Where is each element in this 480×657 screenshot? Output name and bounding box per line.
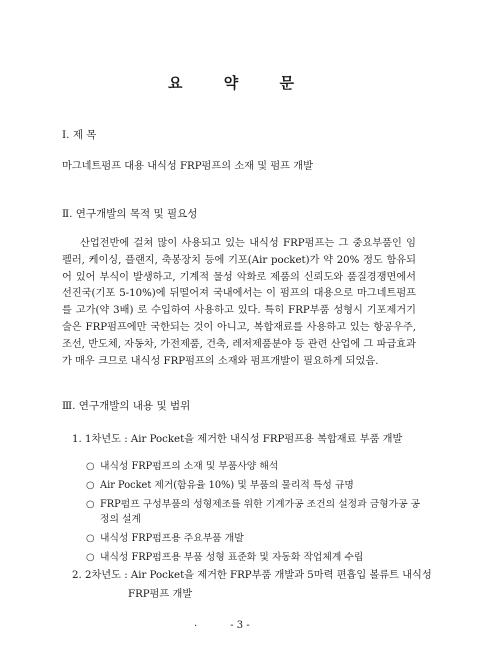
circle-bullet-icon: ○ — [86, 499, 95, 510]
year2-label-cont: FRP펌프 개발 — [128, 589, 193, 600]
list-item — [86, 550, 426, 565]
list-item — [86, 478, 426, 493]
section1-text: 마그네트펌프 대용 내식성 FRP펌프의 소재 및 펌프 개발 — [62, 161, 313, 172]
footer-dot: . — [194, 618, 198, 629]
circle-bullet-icon: ○ — [86, 480, 95, 491]
list-item-text: Air Pocket 제거(함유율 10%) 및 부품의 물리적 특성 규명 — [100, 480, 354, 491]
list-item — [86, 531, 426, 546]
circle-bullet-icon: ○ — [86, 461, 95, 472]
year1-list — [86, 459, 426, 569]
year1-label: 1. 1차년도 : Air Pocket을 제거한 내식성 FRP펌프용 복합재료 부품 개발 — [72, 434, 403, 445]
section2-heading: Ⅱ. 연구개발의 목적 및 필요성 — [62, 208, 198, 220]
list-item-text: 내식성 FRP펌프용 주요부품 개발 — [100, 533, 244, 544]
page-number: - 3 - — [230, 620, 250, 631]
section2-paragraph: 산업전반에 걸쳐 많이 사용되고 있는 내식성 FRP펌프는 그 중요부품인 임펠러, 케이싱, 플랜지, 축봉장치 등에 기포(Air pocket)가 약 20% 정도 함유되어 있어 부식이 발생하고, 기계적 물성 악화로 제품의 신뢰도와 품질경쟁면에서 선진국(기포 5-10%)에 뒤떨어져 국내에서는 이 펌프의 대용으로 마그네트펌프를 고가(약 3배) 로 수입하여 사용하고 있다. 특히 FRP부품 성형시 기포제거기술은 FRP펌프에만 국한되는 것이 아니고, 복합재료를 사용하고 있는 항공우주, 조선, 반도체, 자동차, 가전제품, 건축, 레저제품분야 등 관련 산업에 그 파급효과가 매우 크므로 내식성 FRP펌프의 소재와 펌프개발이 필요하게 되었음. — [62, 238, 416, 367]
circle-bullet-icon: ○ — [86, 533, 95, 544]
page-title: 요 약 문 — [168, 74, 312, 92]
year2-label: 2. 2차년도 : Air Pocket을 제거한 FRP부품 개발과 5마력 편흡입 볼류트 내식성 — [72, 570, 432, 581]
section2-body — [62, 236, 416, 370]
list-item-text: 내식성 FRP펌프의 소재 및 부품사양 해석 — [100, 461, 279, 472]
section1-heading: Ⅰ. 제 목 — [62, 129, 97, 141]
list-item-text: FRP펌프 구성부품의 성형제조를 위한 기계가공 조건의 설정과 금형가공 공정의 설계 — [100, 499, 421, 525]
section3-heading: Ⅲ. 연구개발의 내용 및 범위 — [62, 400, 191, 412]
list-item — [86, 497, 426, 527]
list-item-text: 내식성 FRP펌프용 부품 성형 표준화 및 자동화 작업체계 수립 — [100, 552, 364, 563]
list-item — [86, 459, 426, 474]
circle-bullet-icon: ○ — [86, 552, 95, 563]
